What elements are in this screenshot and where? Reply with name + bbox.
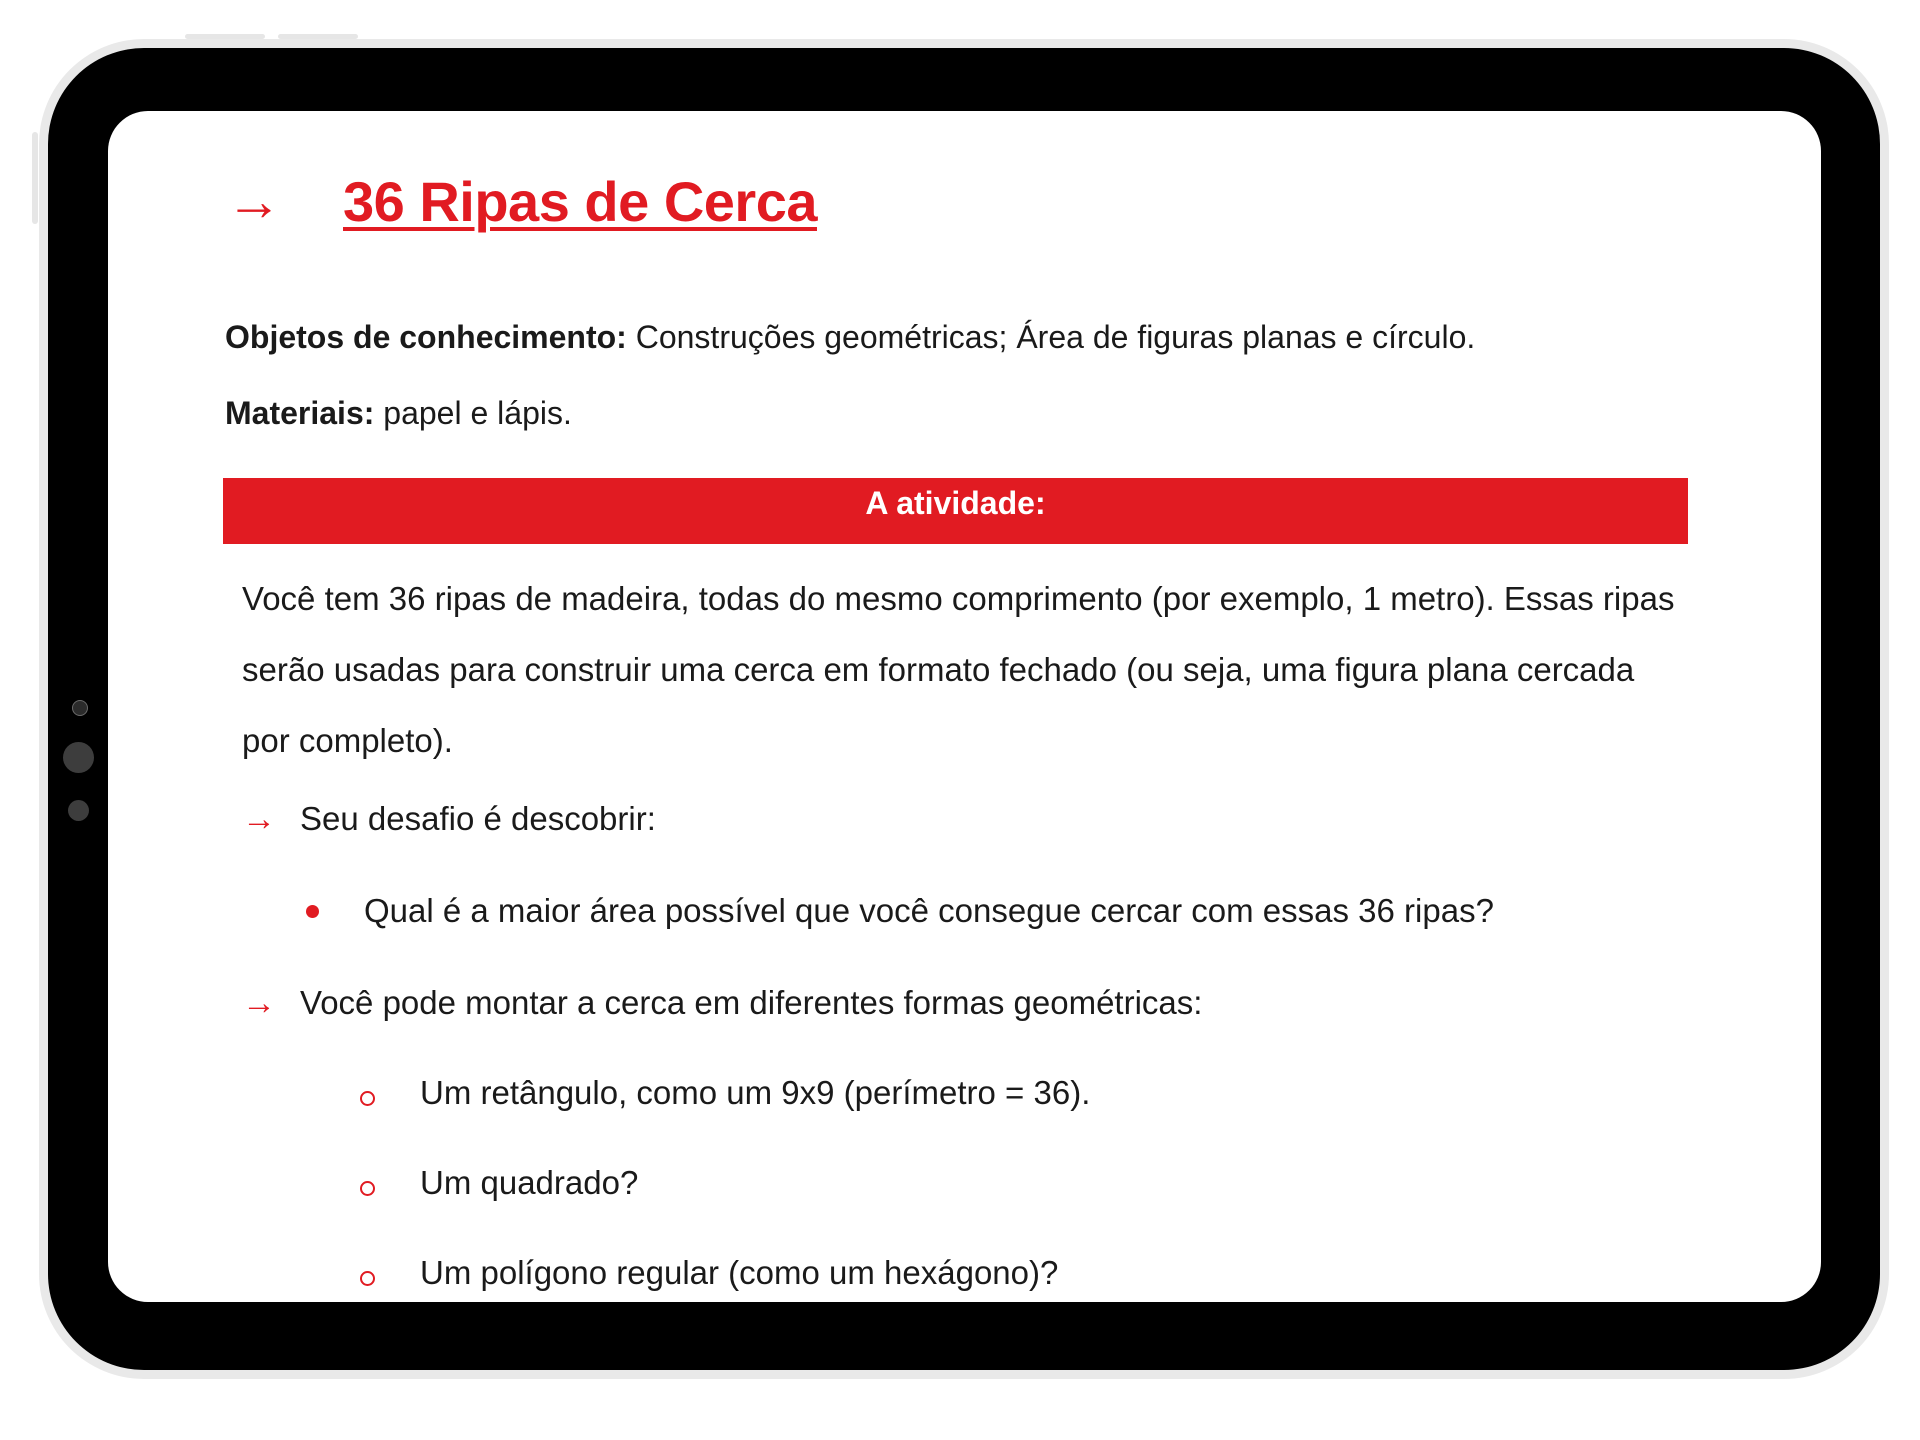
camera-lens-icon <box>63 742 94 773</box>
shapes-text: Você pode montar a cerca em diferentes formas geométricas: <box>300 984 1203 1021</box>
arrow-right-icon: → <box>226 169 282 232</box>
list-item <box>300 891 1494 931</box>
shape-option-text: Um polígono regular (como um hexágono)? <box>420 1254 1059 1291</box>
title-row <box>226 161 817 241</box>
objetos-value: Construções geométricas; Área de figuras planas e círculo. <box>626 319 1476 355</box>
materiais-value: papel e lápis. <box>374 395 572 431</box>
document-page <box>108 111 1821 1302</box>
challenge-text: Seu desafio é descobrir: <box>300 800 656 837</box>
shapes-item <box>242 983 1202 1023</box>
arrow-right-icon: → <box>242 984 276 1022</box>
shape-option-text: Um retângulo, como um 9x9 (perímetro = 36). <box>420 1074 1091 1111</box>
camera-icon <box>72 700 88 716</box>
tablet-screen <box>108 111 1821 1302</box>
circle-bullet-icon <box>360 1091 375 1106</box>
section-banner: A atividade: <box>223 478 1688 544</box>
document-title: 36 Ripas de Cerca <box>343 169 817 233</box>
challenge-item <box>242 799 656 839</box>
shape-option-text: Um quadrado? <box>420 1164 639 1201</box>
bullet-icon <box>306 905 319 918</box>
list-item <box>360 1253 1058 1293</box>
objetos-line <box>225 317 1475 357</box>
tablet-side-button <box>32 132 38 224</box>
materiais-label: Materiais: <box>225 395 375 431</box>
materiais-line <box>225 393 572 433</box>
objetos-label: Objetos de conhecimento: <box>225 319 627 355</box>
arrow-right-icon: → <box>242 800 276 838</box>
circle-bullet-icon <box>360 1181 375 1196</box>
circle-bullet-icon <box>360 1271 375 1286</box>
sensor-icon <box>68 800 89 821</box>
bullet-text: Qual é a maior área possível que você consegue cercar com essas 36 ripas? <box>364 892 1494 929</box>
list-item <box>360 1073 1090 1113</box>
list-item <box>360 1163 638 1203</box>
activity-paragraph: Você tem 36 ripas de madeira, todas do mesmo comprimento (por exemplo, 1 metro). Essas ripas serão usadas para construir uma cerca em formato fechado (ou seja, uma figura plana cercada por completo). <box>242 580 1675 759</box>
